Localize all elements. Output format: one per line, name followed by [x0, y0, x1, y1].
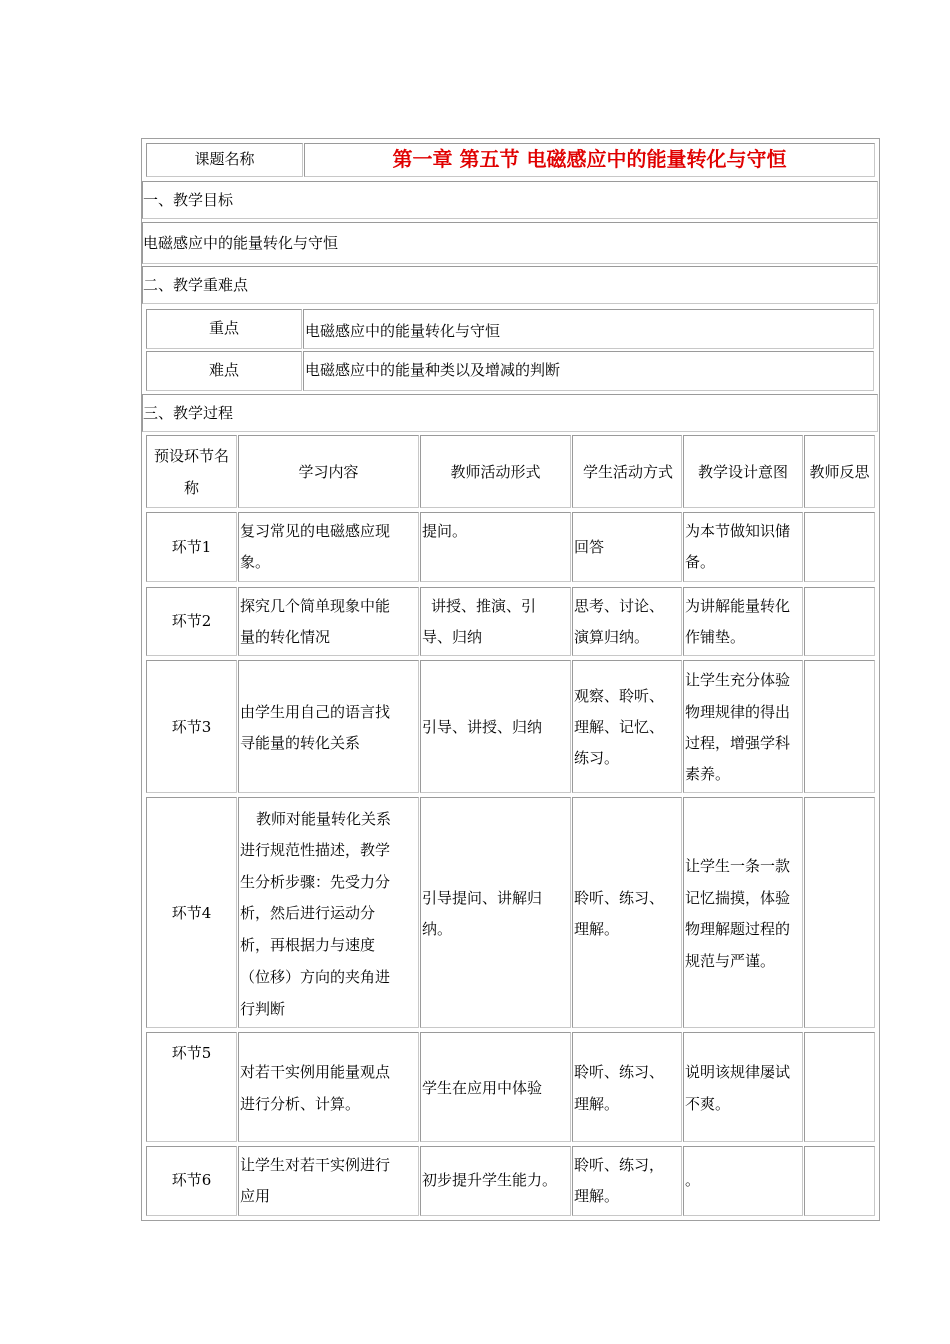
- content-line: 让学生对若干实例进行: [240, 1156, 391, 1174]
- student-line: 聆听、练习、: [574, 1063, 665, 1081]
- column-header-design-intent: 教学设计意图: [697, 463, 788, 481]
- column-header-stage: 预设环节名: [153, 447, 229, 465]
- column-header-stage: 称: [183, 479, 199, 497]
- table-cell: [804, 797, 875, 1028]
- student-line: 理解。: [574, 1187, 620, 1205]
- section-row: [142, 181, 878, 219]
- course-title: 第一章 第五节 电磁感应中的能量转化与守恒: [392, 147, 787, 171]
- column-header-content: 学习内容: [298, 463, 359, 481]
- intent-line: 规范与严谨。: [685, 952, 776, 970]
- intent-line: 为讲解能量转化: [685, 597, 791, 615]
- difficult-point-label: 难点: [208, 361, 239, 379]
- section-row: [142, 266, 878, 304]
- column-header-student-activity: 学生活动方式: [582, 463, 673, 481]
- intent-line: 过程，增强学科: [685, 734, 791, 752]
- teacher-line: 导、归纳: [422, 628, 483, 646]
- content-line: 象。: [240, 553, 271, 571]
- intent-line: 备。: [685, 553, 716, 571]
- intent-line: 让学生一条一款: [685, 857, 791, 875]
- intent-line: 。: [685, 1171, 701, 1189]
- objectives-content: 电磁感应中的能量转化与守恒: [143, 234, 339, 252]
- stage-name: 环节3: [171, 718, 212, 736]
- difficult-point-content: 电磁感应中的能量种类以及增减的判断: [305, 361, 561, 379]
- stage-name: 环节4: [171, 904, 212, 922]
- teacher-line: 引导提问、讲解归: [422, 889, 543, 907]
- content-line: （位移）方向的夹角进: [240, 968, 391, 986]
- section-heading-process: 三、教学过程: [143, 404, 234, 422]
- content-line: 复习常见的电磁感应现: [240, 522, 391, 540]
- intent-line: 物理解题过程的: [685, 920, 791, 938]
- content-line: 析，然后进行运动分: [240, 904, 376, 922]
- intent-line: 说明该规律屡试: [685, 1063, 791, 1081]
- key-point-label: 重点: [208, 319, 239, 337]
- stage-name: 环节6: [171, 1171, 212, 1189]
- content-line: 寻能量的转化关系: [240, 734, 361, 752]
- intent-line: 素养。: [685, 765, 731, 783]
- column-header-reflection: 教师反思: [809, 463, 870, 481]
- student-line: 理解。: [574, 1095, 620, 1113]
- content-line: 对若干实例用能量观点: [240, 1063, 391, 1081]
- content-line: 应用: [240, 1187, 271, 1205]
- table-cell: [804, 1032, 875, 1142]
- column-header-teacher-activity: 教师活动形式: [450, 463, 541, 481]
- stage-name: 环节1: [171, 538, 212, 556]
- student-line: 演算归纳。: [574, 628, 650, 646]
- teacher-line: 学生在应用中体验: [422, 1079, 543, 1097]
- intent-line: 为本节做知识储: [685, 522, 791, 540]
- student-line: 聆听、练习，: [574, 1156, 665, 1174]
- content-line: 进行分析、计算。: [240, 1095, 361, 1113]
- teacher-line: 提问。: [422, 522, 468, 540]
- intent-line: 物理规律的得出: [685, 703, 791, 721]
- content-line: 生分析步骤：先受力分: [240, 873, 391, 891]
- student-line: 理解。: [574, 920, 620, 938]
- teacher-line: 讲授、推演、引: [431, 597, 537, 615]
- student-line: 聆听、练习、: [574, 889, 665, 907]
- section-row: [142, 394, 878, 432]
- teacher-line: 初步提升学生能力。: [422, 1171, 558, 1189]
- student-line: 思考、讨论、: [574, 597, 665, 615]
- table-cell: [804, 660, 875, 793]
- table-cell: [683, 1146, 803, 1216]
- content-line: 探究几个简单现象中能: [240, 597, 391, 615]
- student-line: 观察、聆听、: [574, 687, 665, 705]
- content-line: 行判断: [240, 1000, 286, 1018]
- section-heading-objectives: 一、教学目标: [143, 191, 234, 209]
- stage-name: 环节2: [171, 612, 212, 630]
- intent-line: 记忆揣摸，体验: [685, 889, 791, 907]
- student-line: 回答: [574, 538, 605, 556]
- key-point-content: 电磁感应中的能量转化与守恒: [305, 322, 501, 340]
- course-title-label: 课题名称: [194, 150, 255, 168]
- content-line: 量的转化情况: [240, 628, 331, 646]
- content-line: 析，再根据力与速度: [240, 936, 376, 954]
- intent-line: 不爽。: [685, 1095, 731, 1113]
- intent-line: 让学生充分体验: [685, 671, 791, 689]
- intent-line: 作铺垫。: [685, 628, 746, 646]
- content-line: 教师对能量转化关系: [256, 810, 392, 828]
- content-line: 由学生用自己的语言找: [240, 703, 391, 721]
- table-cell: [804, 512, 875, 582]
- table-cell: [804, 587, 875, 656]
- section-heading-key-points: 二、教学重难点: [143, 276, 249, 294]
- stage-name: 环节5: [171, 1044, 212, 1062]
- content-line: 进行规范性描述，教学: [240, 841, 391, 859]
- teacher-line: 引导、讲授、归纳: [422, 718, 543, 736]
- student-line: 理解、记忆、: [574, 718, 665, 736]
- student-line: 练习。: [574, 749, 620, 767]
- teacher-line: 纳。: [422, 920, 453, 938]
- table-cell: [804, 1146, 875, 1216]
